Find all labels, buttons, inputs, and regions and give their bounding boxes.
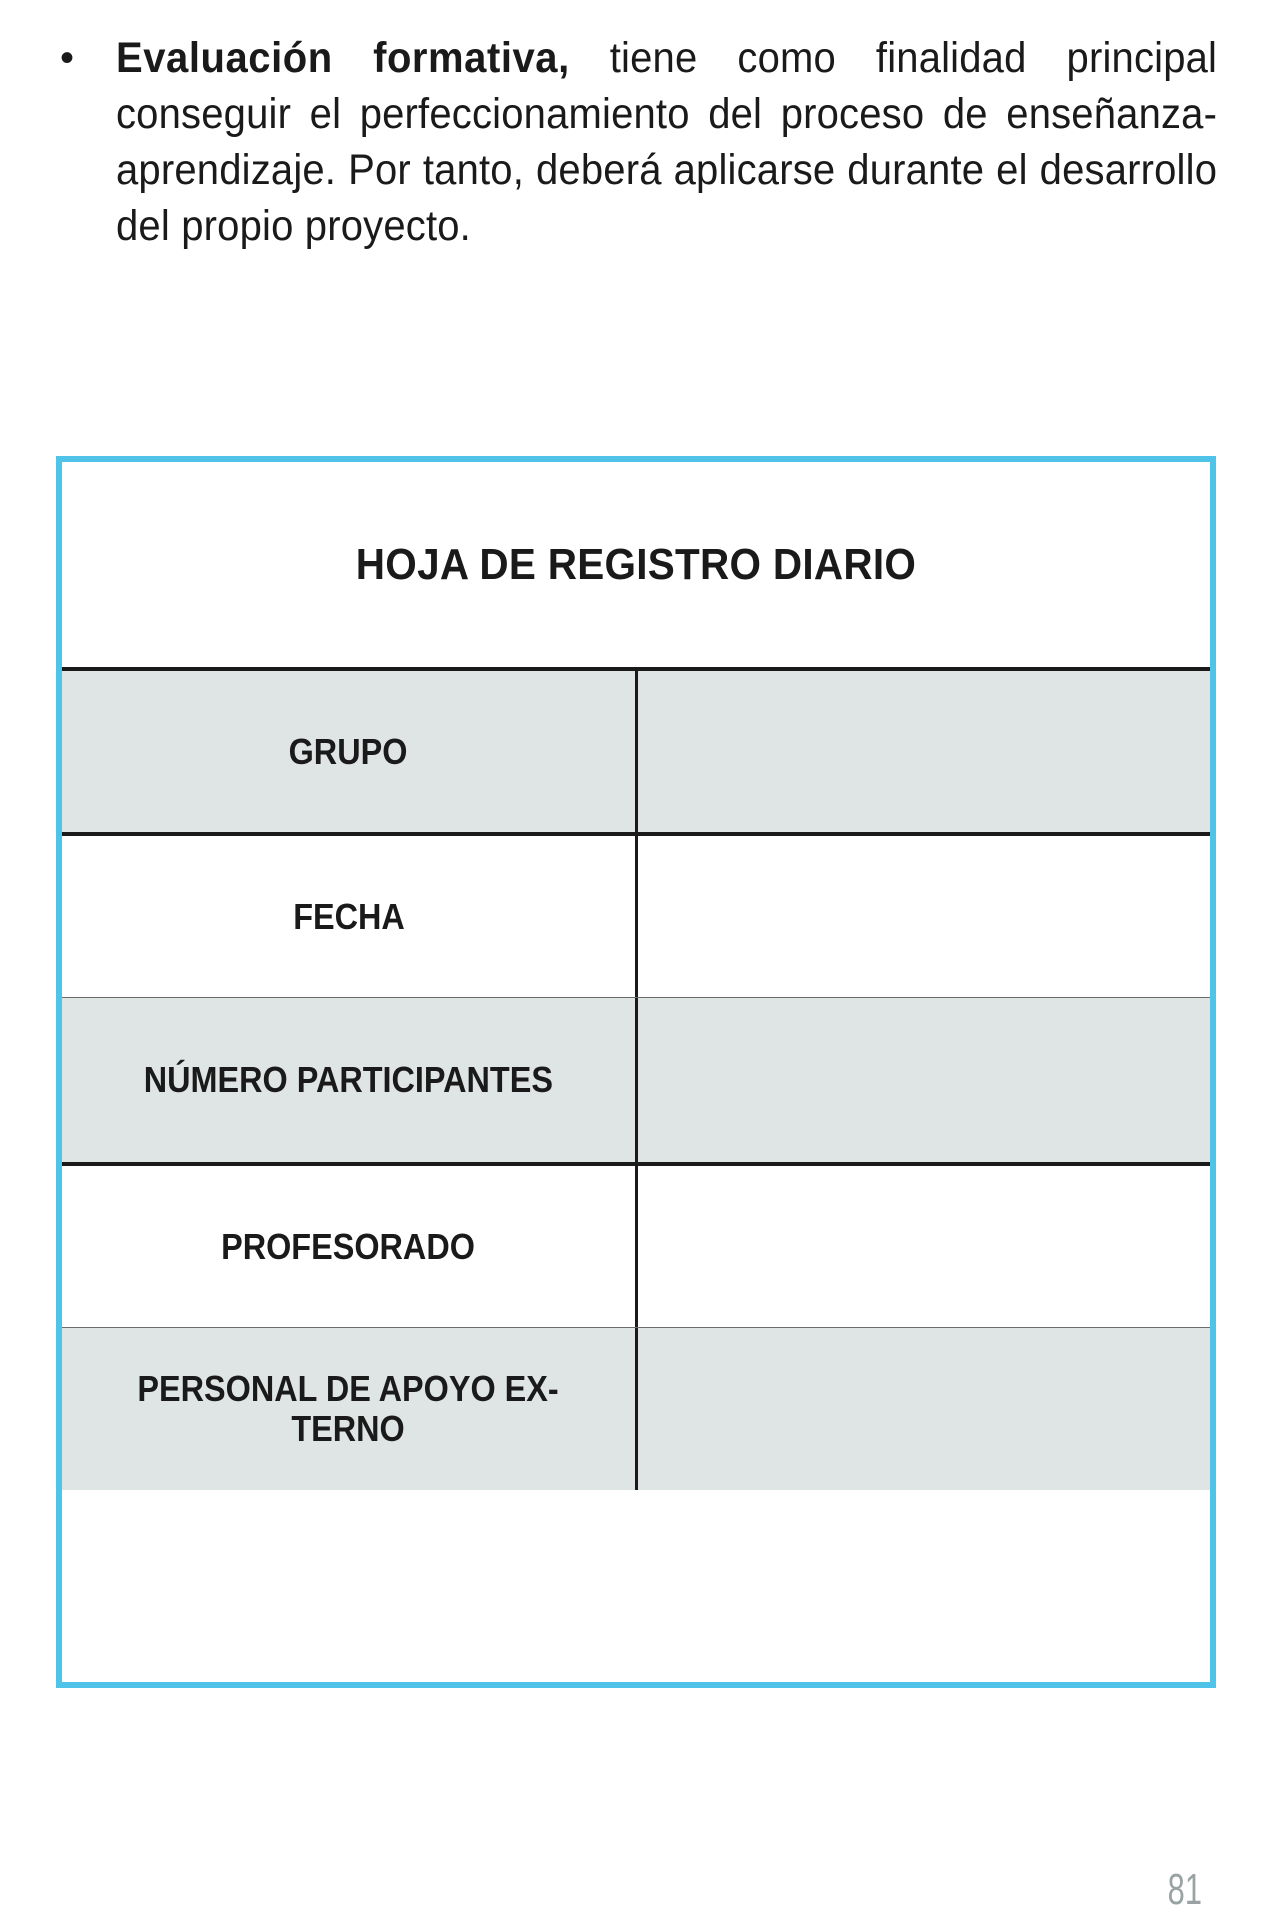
row-label: GRUPO — [62, 671, 638, 832]
bullet-text — [116, 30, 1217, 254]
register-title: HOJA DE REGISTRO DIARIO — [355, 539, 917, 589]
row-numero-participantes — [62, 997, 1210, 1162]
row-label: FECHA — [62, 836, 638, 997]
row-value-field[interactable] — [638, 998, 1210, 1162]
row-value-field[interactable] — [638, 671, 1210, 832]
row-personal-apoyo-externo — [62, 1327, 1210, 1490]
bullet-term: Evaluación formativa, — [116, 34, 570, 82]
bullet-marker: • — [60, 36, 75, 80]
row-value-field[interactable] — [638, 836, 1210, 997]
row-label: PROFESORADO — [62, 1166, 638, 1327]
row-label: PERSONAL DE APOYO EX- TERNO — [62, 1328, 638, 1490]
row-label: NÚMERO PARTICIPANTES — [62, 998, 638, 1162]
row-profesorado — [62, 1162, 1210, 1327]
row-grupo — [62, 667, 1210, 832]
row-value-field[interactable] — [638, 1166, 1210, 1327]
bullet-body: tiene como finalidad principal conseguir el perfeccionamiento del proceso de enseñanza-aprendizaje. Por tanto, deberá aplicarse durante el desarrollo del propio proyecto. — [116, 34, 1218, 250]
daily-register-table — [56, 456, 1216, 1688]
register-rows — [62, 667, 1210, 1490]
row-value-field[interactable] — [638, 1328, 1210, 1490]
row-fecha — [62, 832, 1210, 997]
page-number: 81 — [1167, 1865, 1202, 1914]
